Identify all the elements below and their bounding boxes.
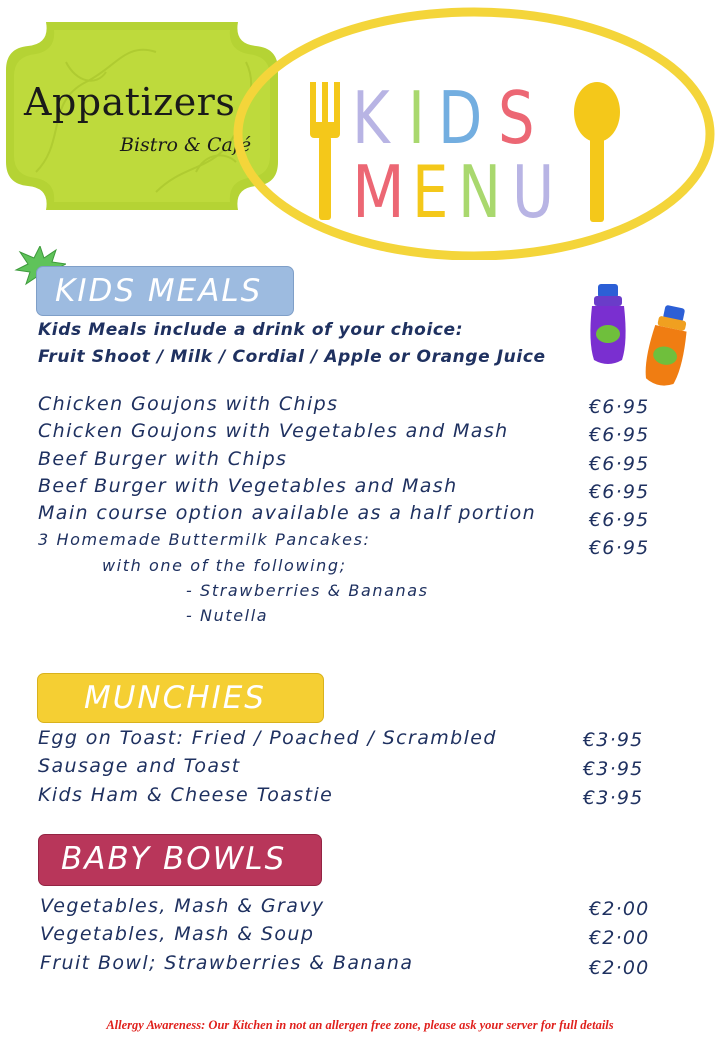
title-letter-k: K <box>352 76 390 160</box>
section-heading-kids-meals: KIDS MEALS <box>36 266 294 316</box>
title-letter-e: E <box>412 150 449 234</box>
menu-item-kids-meal-5: Main course option available as a half portion <box>38 502 537 524</box>
title-letter-s: S <box>498 76 535 160</box>
menu-item-kids-meal-3: Beef Burger with Chips <box>38 448 288 470</box>
menu-item-baby-bowls-3: Fruit Bowl; Strawberries & Banana <box>40 952 414 974</box>
menu-price-kids-meal-6: €6·95 <box>589 537 650 559</box>
juice-bottle-icon <box>586 282 702 392</box>
title-letter-n: N <box>458 150 502 234</box>
menu-item-munchies-3: Kids Ham & Cheese Toastie <box>38 784 334 806</box>
section-heading-baby-bowls: BABY BOWLS <box>38 834 322 886</box>
allergy-notice: Allergy Awareness: Our Kitchen in not an allergen free zone, please ask your server for full details <box>106 1018 614 1032</box>
pancake-intro: with one of the following; <box>102 556 347 575</box>
title-letter-u: U <box>512 150 555 234</box>
menu-item-munchies-1: Egg on Toast: Fried / Poached / Scrambled <box>38 727 497 749</box>
menu-item-kids-meal-6: 3 Homemade Buttermilk Pancakes: <box>38 530 371 549</box>
menu-price-munchies-3: €3·95 <box>583 787 644 809</box>
menu-item-kids-meal-2: Chicken Goujons with Vegetables and Mash <box>38 420 509 442</box>
menu-price-munchies-2: €3·95 <box>583 758 644 780</box>
pancake-option-1: - Strawberries & Bananas <box>186 581 429 600</box>
orange-bottle <box>642 303 693 389</box>
section-heading-munchies: MUNCHIES <box>37 673 324 723</box>
menu-price-kids-meal-2: €6·95 <box>589 424 650 446</box>
menu-item-munchies-2: Sausage and Toast <box>38 755 241 777</box>
menu-price-kids-meal-5: €6·95 <box>589 509 650 531</box>
menu-item-kids-meal-1: Chicken Goujons with Chips <box>38 393 339 415</box>
menu-price-munchies-1: €3·95 <box>583 729 644 751</box>
logo-brand: Appatizers <box>24 80 236 124</box>
title-menu <box>352 150 582 234</box>
menu-item-kids-meal-4: Beef Burger with Vegetables and Mash <box>38 475 458 497</box>
menu-item-baby-bowls-1: Vegetables, Mash & Gravy <box>40 895 325 917</box>
menu-price-baby-bowls-1: €2·00 <box>589 898 650 920</box>
title-kids <box>342 76 572 160</box>
kids-meals-note-line1: Kids Meals include a drink of your choice: <box>38 320 464 340</box>
purple-bottle <box>590 284 625 364</box>
fork-icon <box>308 82 342 222</box>
logo-subtitle: Bistro & Café <box>120 134 252 156</box>
menu-price-kids-meal-1: €6·95 <box>589 396 650 418</box>
menu-price-kids-meal-3: €6·95 <box>589 453 650 475</box>
kids-meals-note-line2: Fruit Shoot / Milk / Cordial / Apple or Orange Juice <box>38 347 546 367</box>
pancake-option-2: - Nutella <box>186 606 269 625</box>
menu-price-kids-meal-4: €6·95 <box>589 481 650 503</box>
title-letter-m: M <box>352 150 405 234</box>
menu-price-baby-bowls-2: €2·00 <box>589 927 650 949</box>
title-letter-d: D <box>438 76 483 160</box>
menu-price-baby-bowls-3: €2·00 <box>589 957 650 979</box>
menu-item-baby-bowls-2: Vegetables, Mash & Soup <box>40 923 315 945</box>
title-letter-i: I <box>408 76 425 160</box>
